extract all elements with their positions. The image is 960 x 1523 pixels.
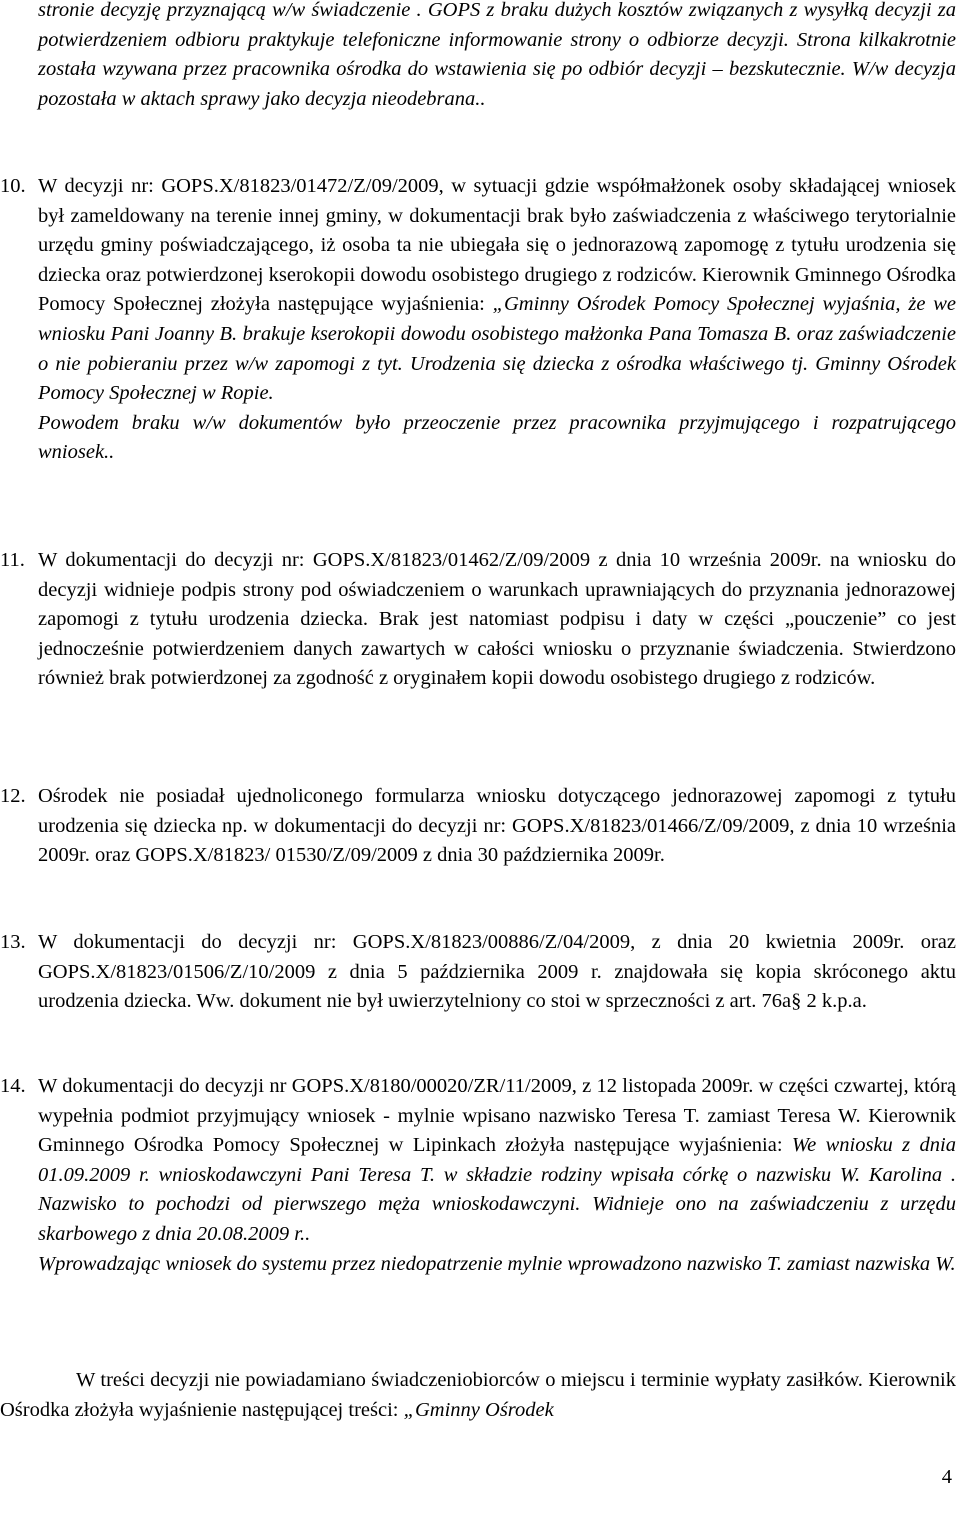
item-10 (0, 172, 956, 468)
item-13-text: W dokumentacji do decyzji nr: GOPS.X/81823/00886/Z/04/2009, z dnia 20 kwietnia 2009r. oraz GOPS.X/81823/01506/Z/10/2009 z dnia 5 października 2009 r. znajdowała się kopia skróconego aktu urodzenia dziecka. Ww. dokument nie był uwierzytelniony co stoi w sprzeczności z art. 76a§ 2 k.p.a. (38, 931, 956, 1013)
item-11 (0, 546, 956, 694)
item-14 (0, 1072, 956, 1279)
item-10-text: W decyzji nr: GOPS.X/81823/01472/Z/09/2009, w sytuacji gdzie współmałżonek osoby składającej wniosek był zameldowany na terenie innej gminy, w dokumentacji brak było zaświadczenia z właściwego terytorialnie urzędu gminy poświadczającego, iż osoba ta nie ubiegała się o jednorazową zapomogę z tytułu urodzenia się dziecka oraz potwierdzonej kserokopii dowodu osobistego drugiego z rodziców. Kierownik Gminnego Ośrodka Pomocy Społecznej złożyła następujące wyjaśnienia: (38, 175, 956, 316)
item-10-number: 10. (0, 175, 26, 197)
closing-quote: „Gminny Ośrodek (403, 1398, 554, 1421)
closing-text: W treści decyzji nie powiadamiano świadczeniobiorców o miejscu i terminie wypłaty zasiłków. Kierownik Ośrodka złożyła wyjaśnienie następującej treści: (0, 1369, 956, 1421)
item-10-quote: „Gminny Ośrodek Pomocy Społecznej wyjaśnia, że we wniosku Pani Joanny B. brakuje kserokopii dowodu osobistego małżonka Pana Tomasza B. oraz zaświadczenie o nie pobieraniu przez w/w zapomogi z tyt. Urodzenia się dziecka z ośrodka właściwego tj. Gminny Ośrodek Pomocy Społecznej w Ropie. (38, 293, 956, 405)
item-10-quote-continued: Powodem braku w/w dokumentów było przeoczenie przez pracownika przyjmującego i rozpatrującego wniosek.. (38, 411, 956, 464)
item-13 (0, 928, 956, 1017)
item-14-body (0, 1072, 956, 1250)
item-12-text: Ośrodek nie posiadał ujednoliconego formularza wniosku dotyczącego jednorazowej zapomogi z tytułu urodzenia się dziecka np. w dokumentacji do decyzji nr: GOPS.X/81823/01466/Z/09/2009, z dnia 10 września 2009r. oraz GOPS.X/81823/ 01530/Z/09/2009 z dnia 30 października 2009r. (38, 785, 956, 867)
item-13-number: 13. (0, 931, 26, 953)
intro-paragraph: stronie decyzję przyznającą w/w świadczenie . GOPS z braku dużych kosztów związanych z wysyłką decyzji za potwierdzeniem odbioru praktykuje telefoniczne informowanie strony o odbiorze decyzji. Strona kilkakrotnie została wzywana przez pracownika ośrodka do wstawienia się po odbiór decyzji – bezskutecznie. W/w decyzja pozostała w aktach sprawy jako decyzja nieodebrana.. (38, 0, 956, 110)
item-11-text: W dokumentacji do decyzji nr: GOPS.X/81823/01462/Z/09/2009 z dnia 10 września 2009r. na wniosku do decyzji widnieje podpis strony pod oświadczeniem o warunkach uprawniających do przyznania jednorazowej zapomogi z tytułu urodzenia dziecka. Brak jest natomiast podpisu i daty w części „pouczenie” co jest jednocześnie potwierdzeniem danych zawartych w całości wniosku o przyznanie świadczenia. Stwierdzono również brak potwierdzonej za zgodność z oryginałem kopii dowodu osobistego drugiego z rodziców. (38, 549, 956, 690)
item-14-number: 14. (0, 1075, 26, 1097)
closing-paragraph (0, 1366, 956, 1425)
page-number: 4 (941, 1466, 952, 1488)
item-14-text: W dokumentacji do decyzji nr GOPS.X/8180/00020/ZR/11/2009, z 12 listopada 2009r. w części czwartej, którą wypełnia podmiot przyjmujący wniosek - mylnie wpisano nazwisko Teresa T. zamiast Teresa W. Kierownik Gminnego Ośrodka Pomocy Społecznej w Lipinkach złożyła następujące wyjaśnienia: (38, 1075, 956, 1157)
item-12-number: 12. (0, 785, 26, 807)
item-12 (0, 782, 956, 871)
item-14-quote: We wniosku z dnia 01.09.2009 r. wnioskodawczyni Pani Teresa T. w składzie rodziny wpisała córkę o nazwisku W. Karolina . Nazwisko to pochodzi od pierwszego męża wnioskodawczyni. Widnieje ono na zaświadczeniu z urzędu skarbowego z dnia 20.08.2009 r.. (38, 1134, 956, 1245)
item-14-quote-continued: Wprowadzając wniosek do systemu przez niedopatrzenie mylnie wprowadzono nazwisko T. zamiast nazwiska W. (38, 1252, 956, 1275)
item-10-body (0, 172, 956, 409)
item-11-number: 11. (0, 549, 25, 571)
